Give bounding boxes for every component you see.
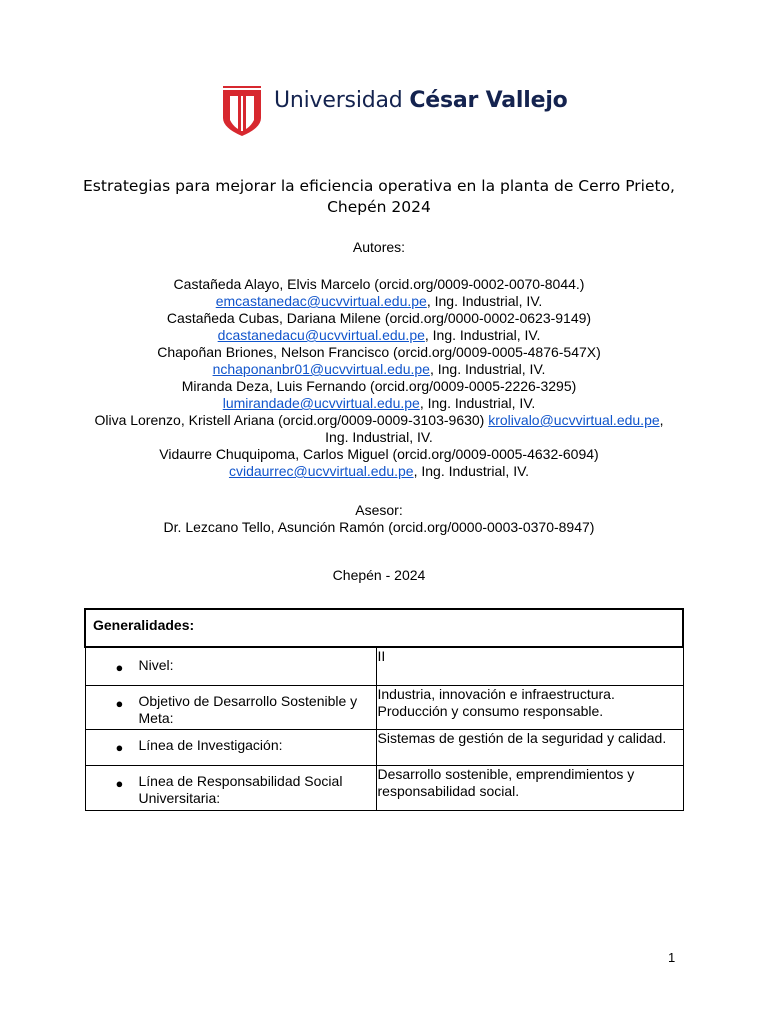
author-entry: Chapoñan Briones, Nelson Francisco (orcid.org/0009-0005-4876-547X) nchaponanbr01@ucvvirtual.edu.pe, Ing. Industrial, IV. — [157, 344, 601, 377]
author-email-link[interactable]: nchaponanbr01@ucvvirtual.edu.pe — [212, 361, 430, 377]
authors-label: Autores: — [352, 239, 406, 255]
author-email-link[interactable]: emcastanedac@ucvvirtual.edu.pe — [215, 293, 427, 309]
bullet-icon: ● — [115, 660, 124, 675]
author-entry: Castañeda Alayo, Elvis Marcelo (orcid.org/0009-0002-0070-8044.) emcastanedac@ucvvirtual.edu.pe, Ing. Industrial, IV. — [173, 276, 585, 309]
table-row: ● Línea de Investigación: Sistemas de gestión de la seguridad y calidad. — [85, 729, 683, 765]
university-logo — [221, 84, 568, 138]
bullet-icon: ● — [115, 739, 124, 755]
author-entry: Oliva Lorenzo, Kristell Ariana (orcid.org/0009-0009-3103-9630) krolivalo@ucvvirtual.edu.pe, Ing. Industrial, IV. — [94, 412, 664, 445]
author-email-link[interactable]: dcastanedacu@ucvvirtual.edu.pe — [217, 327, 425, 343]
advisor-name: Dr. Lezcano Tello, Asunción Ramón (orcid.org/0000-0003-0370-8947) — [163, 519, 595, 535]
table-row: ● Línea de Responsabilidad Social Universitaria: Desarrollo sostenible, emprendimientos y responsabilidad social. — [85, 765, 683, 810]
table-value: Industria, innovación e infraestructura. Producción y consumo responsable. — [376, 685, 683, 729]
authors-list — [40, 276, 718, 480]
document-title: Estrategias para mejorar la eficiencia operativa en la planta de Cerro Prieto, Chepén 2024 — [83, 177, 675, 216]
bullet-icon: ● — [115, 695, 124, 711]
page-number: 1 — [668, 950, 676, 965]
bullet-icon: ● — [115, 775, 124, 791]
place-year: Chepén - 2024 — [332, 567, 426, 583]
author-email-link[interactable]: cvidaurrec@ucvvirtual.edu.pe — [228, 463, 414, 479]
table-row: ● Objetivo de Desarrollo Sostenible y Meta: Industria, innovación e infraestructura. Producción y consumo responsable. — [85, 685, 683, 729]
logo-wordmark: Universidad César Vallejo — [274, 88, 568, 113]
table-value: Sistemas de gestión de la seguridad y calidad. — [376, 729, 683, 765]
table-value: II — [376, 647, 683, 685]
author-entry: Castañeda Cubas, Dariana Milene (orcid.org/0000-0002-0623-9149) dcastanedacu@ucvvirtual.edu.pe, Ing. Industrial, IV. — [166, 310, 592, 343]
generalidades-table — [84, 608, 684, 811]
author-entry: Miranda Deza, Luis Fernando (orcid.org/0009-0005-2226-3295) lumirandade@ucvvirtual.edu.pe, Ing. Industrial, IV. — [181, 378, 577, 411]
table-header: Generalidades: — [85, 609, 683, 647]
ucv-shield-icon — [221, 84, 263, 138]
author-email-link[interactable]: krolivalo@ucvvirtual.edu.pe — [488, 412, 660, 428]
table-value: Desarrollo sostenible, emprendimientos y responsabilidad social. — [376, 765, 683, 810]
advisor-label: Asesor: — [355, 502, 403, 518]
author-email-link[interactable]: lumirandade@ucvvirtual.edu.pe — [222, 395, 420, 411]
table-row: ● Nivel: II — [85, 647, 683, 685]
advisor-block — [40, 502, 718, 536]
author-entry: Vidaurre Chuquipoma, Carlos Miguel (orcid.org/0009-0005-4632-6094) cvidaurrec@ucvvirtual.edu.pe, Ing. Industrial, IV. — [159, 446, 599, 479]
